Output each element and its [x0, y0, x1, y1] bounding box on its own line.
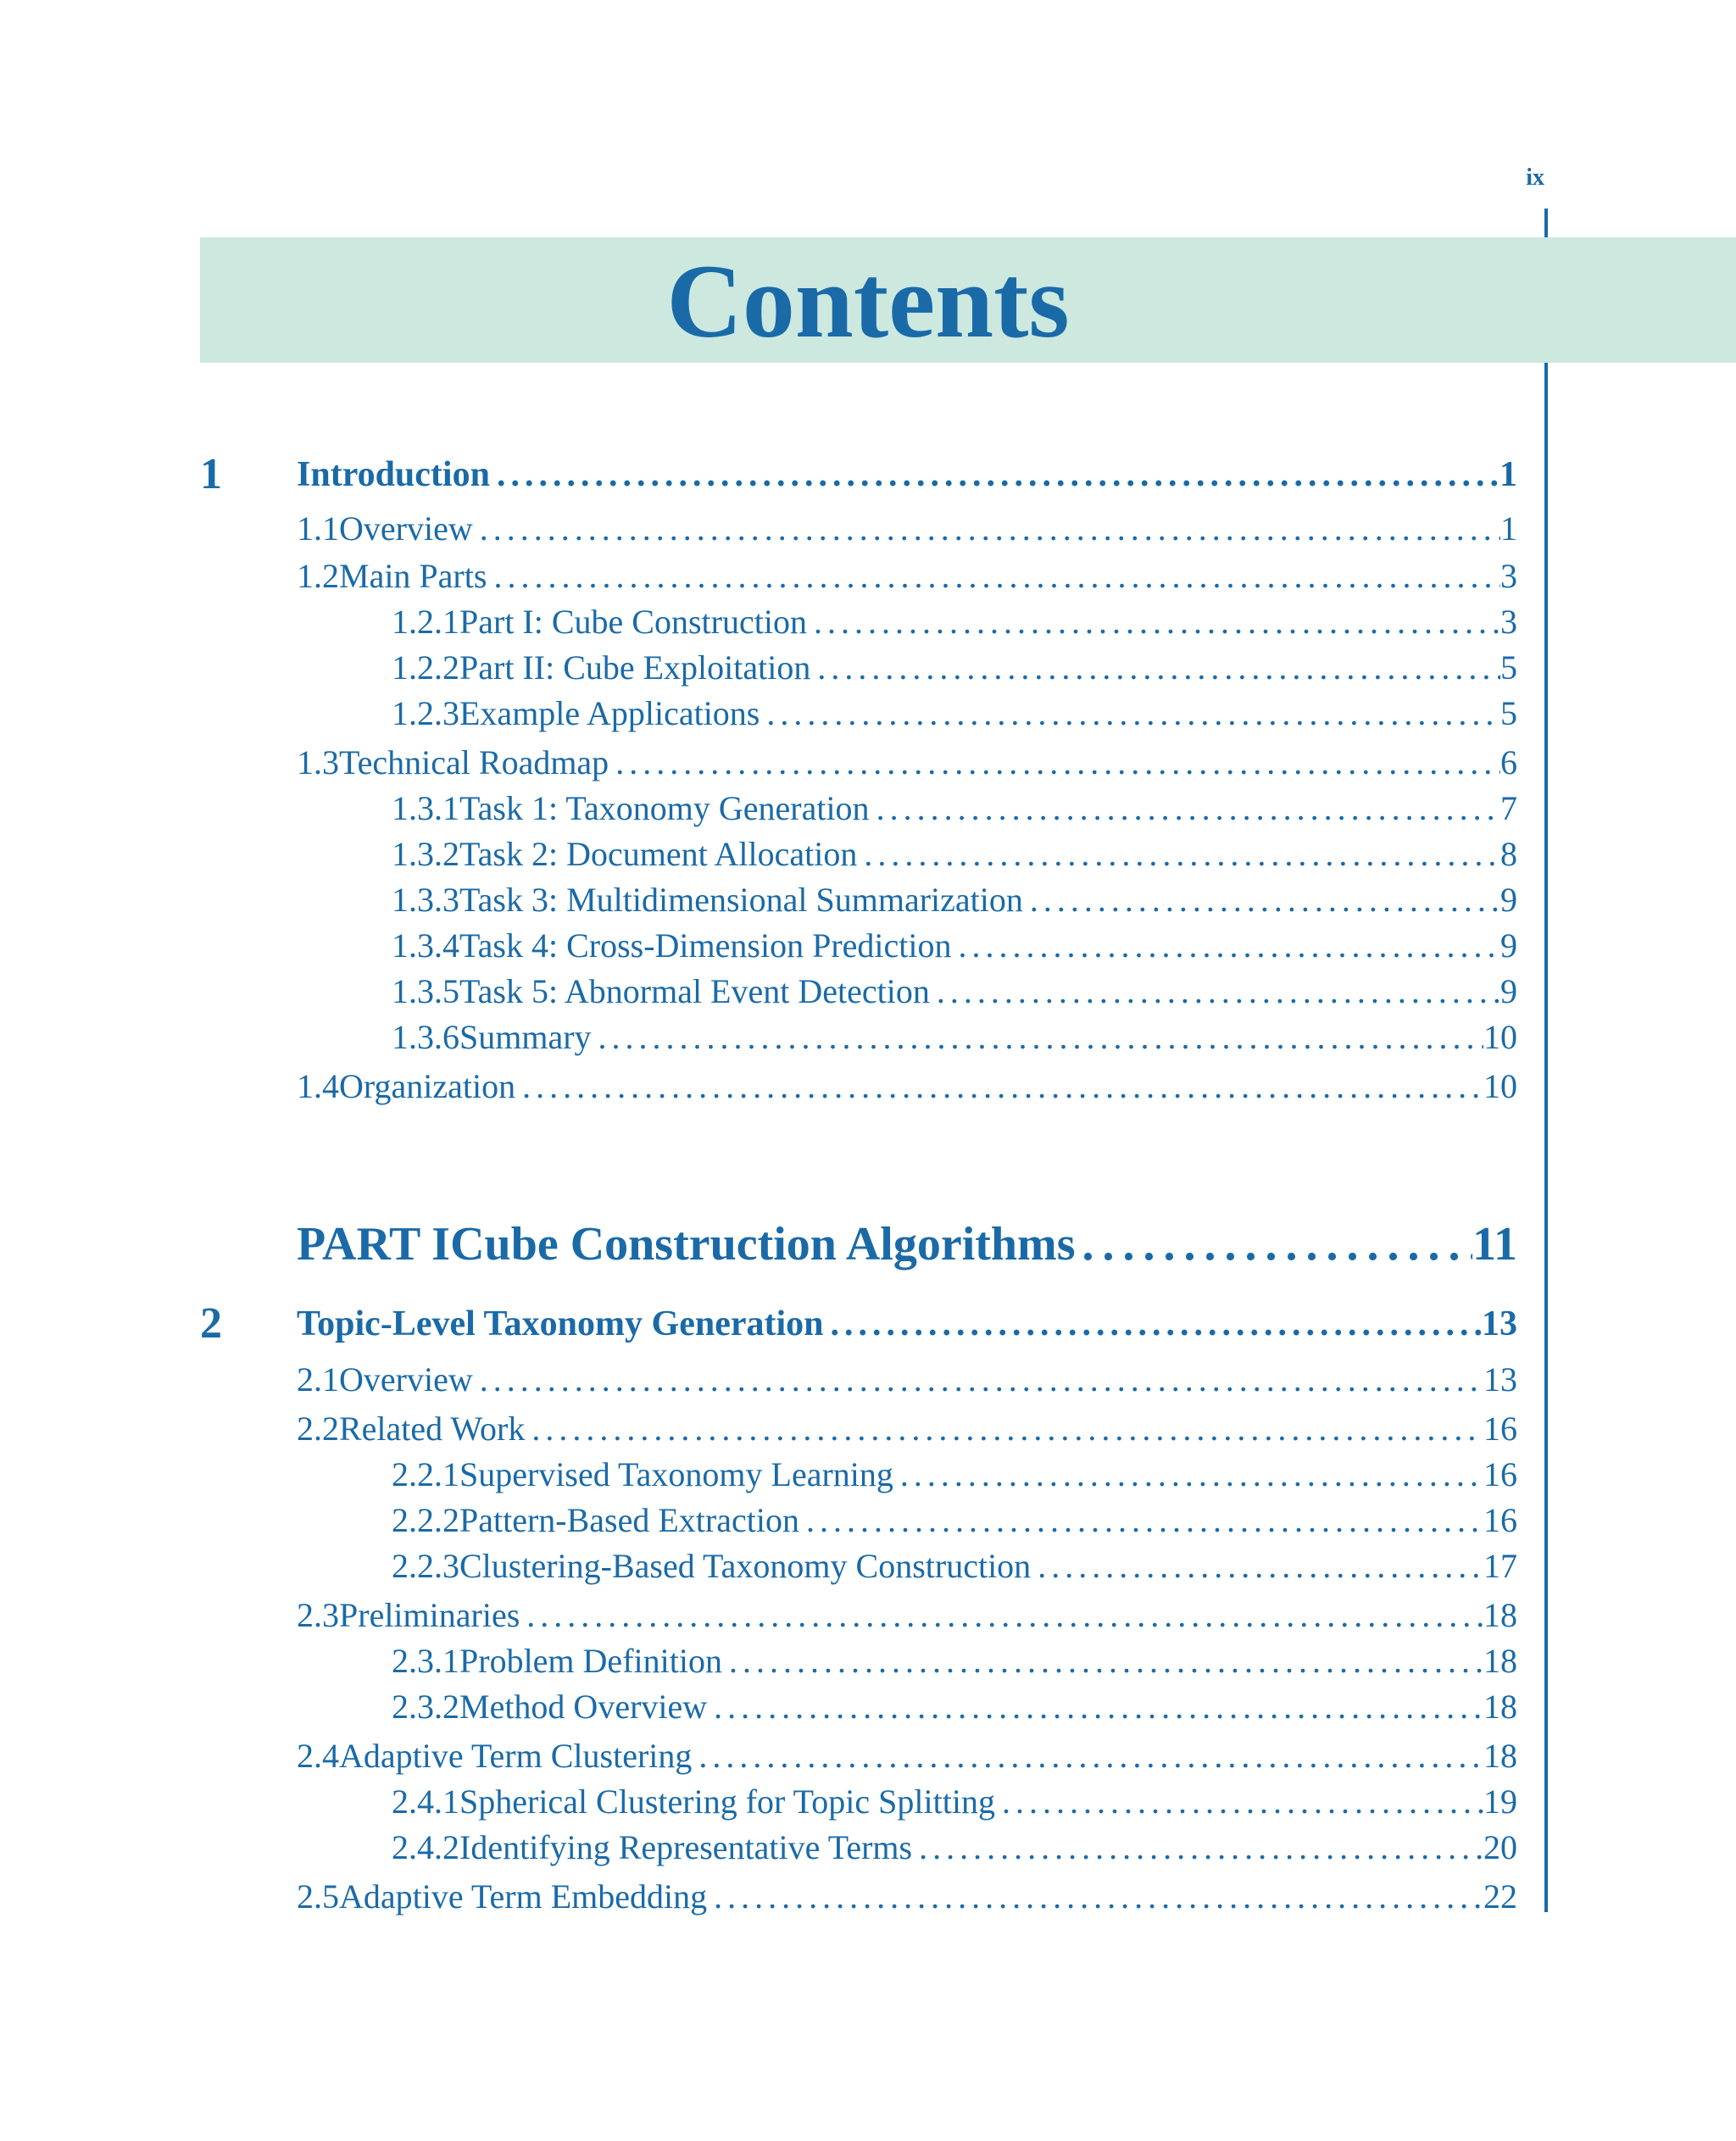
- page-ref: 1: [1500, 455, 1517, 494]
- toc-entry-label: Identifying Representative Terms: [459, 1828, 913, 1866]
- toc-entry-subsection[interactable]: [297, 1782, 1517, 1822]
- page-ref: 18: [1483, 1642, 1517, 1680]
- section-number: 2.2.2: [392, 1501, 459, 1539]
- section-number: 2.2.3: [392, 1547, 459, 1585]
- page-ref: 9: [1500, 881, 1517, 919]
- toc-entry-label: Task 4: Cross-Dimension Prediction: [459, 926, 952, 965]
- page-ref: 16: [1483, 1455, 1517, 1493]
- toc-entry-subsection[interactable]: [297, 1641, 1517, 1682]
- toc-entry-label: Supervised Taxonomy Learning: [459, 1455, 893, 1493]
- page-ref: 18: [1483, 1688, 1517, 1726]
- toc-entry-label: Introduction: [297, 455, 490, 494]
- toc-entry-subsection[interactable]: [297, 926, 1517, 966]
- page-title: Contents: [666, 243, 1070, 359]
- toc-entry-subsection[interactable]: [297, 1827, 1517, 1868]
- dot-leader: [515, 1066, 1483, 1107]
- dot-leader: [760, 693, 1500, 734]
- section-number: 1.3.4: [392, 926, 459, 965]
- section-number: 2.2: [297, 1410, 339, 1448]
- dot-leader: [520, 1595, 1483, 1636]
- toc-entry-label: Cube Construction Algorithms: [450, 1218, 1076, 1271]
- page-ref: 13: [1482, 1304, 1517, 1343]
- dot-leader: [930, 971, 1500, 1012]
- dot-leader: [799, 1500, 1483, 1541]
- toc-entry-label: Adaptive Term Embedding: [339, 1877, 708, 1916]
- section-number: 2.2.1: [392, 1455, 459, 1493]
- page-ref: 22: [1483, 1877, 1517, 1916]
- section-number: 1.3.5: [392, 972, 459, 1010]
- part-number: PART I: [297, 1218, 451, 1271]
- dot-leader: [810, 648, 1500, 688]
- section-number: 2.3.2: [392, 1688, 459, 1726]
- toc-entry-label: Topic-Level Taxonomy Generation: [297, 1304, 824, 1343]
- toc-entry-section[interactable]: [297, 1595, 1517, 1636]
- toc-entry-section[interactable]: [297, 509, 1517, 549]
- toc-entry-label: Clustering-Based Taxonomy Construction: [459, 1547, 1032, 1585]
- toc-entry-label: Technical Roadmap: [339, 743, 609, 781]
- toc-entry-label: Part I: Cube Construction: [459, 603, 807, 641]
- page-ref: 20: [1483, 1828, 1517, 1866]
- section-number: 2.4.1: [392, 1782, 459, 1821]
- toc-entry-part[interactable]: [297, 1217, 1517, 1271]
- toc-entry-section[interactable]: [297, 1360, 1517, 1400]
- dot-leader: [722, 1641, 1483, 1682]
- dot-leader: [707, 1687, 1483, 1727]
- dot-leader: [995, 1782, 1483, 1822]
- toc-entry-label: Task 2: Document Allocation: [459, 835, 858, 873]
- page-ref: 5: [1500, 694, 1517, 732]
- toc-entry-label: Overview: [339, 1360, 473, 1399]
- toc-entry-label: Problem Definition: [459, 1642, 722, 1680]
- section-number: 1.3: [297, 743, 339, 781]
- section-number: 1.4: [297, 1067, 339, 1105]
- dot-leader: [490, 454, 1500, 495]
- toc-entry-subsection[interactable]: [297, 1454, 1517, 1495]
- page-ref: 8: [1500, 835, 1517, 873]
- dot-leader: [857, 834, 1500, 875]
- toc-entry-subsection[interactable]: [297, 648, 1517, 688]
- toc-entry-subsection[interactable]: [297, 834, 1517, 875]
- toc-entry-subsection[interactable]: [297, 971, 1517, 1012]
- toc-entry-subsection[interactable]: [297, 602, 1517, 642]
- page-ref: 10: [1483, 1018, 1517, 1056]
- dot-leader: [525, 1409, 1483, 1449]
- toc-entry-section[interactable]: [297, 1877, 1517, 1917]
- section-number: 1.1: [297, 509, 339, 548]
- toc-entry-label: Task 3: Multidimensional Summarization: [459, 881, 1023, 919]
- toc-entry-subsection[interactable]: [297, 1546, 1517, 1587]
- page-ref: 1: [1500, 509, 1517, 548]
- toc-entry-label: Part II: Cube Exploitation: [459, 648, 811, 687]
- section-number: 2.4.2: [392, 1828, 459, 1866]
- toc-entry-section[interactable]: [297, 742, 1517, 783]
- toc-entry-label: Spherical Clustering for Topic Splitting: [459, 1782, 995, 1821]
- section-number: 1.2.3: [392, 694, 459, 732]
- toc-entry-label: Main Parts: [339, 557, 487, 595]
- section-number: 2.3: [297, 1596, 339, 1634]
- page-ref: 16: [1483, 1410, 1517, 1448]
- page-ref: 6: [1500, 743, 1517, 781]
- toc-entry-subsection[interactable]: [297, 1017, 1517, 1058]
- toc-entry-label: Summary: [459, 1018, 592, 1056]
- toc-entry-label: Related Work: [339, 1410, 526, 1448]
- toc-entry-label: Example Applications: [459, 694, 760, 732]
- dot-leader: [487, 556, 1500, 597]
- toc-entry-label: Organization: [339, 1067, 516, 1105]
- page-ref: 17: [1483, 1547, 1517, 1585]
- dot-leader: [893, 1454, 1483, 1495]
- dot-leader: [1076, 1217, 1473, 1271]
- section-number: 2.4: [297, 1737, 339, 1775]
- section-number: 1.3.6: [392, 1018, 459, 1056]
- dot-leader: [912, 1827, 1483, 1868]
- toc-entry-chapter[interactable]: [297, 454, 1517, 495]
- page-ref: 19: [1483, 1782, 1517, 1821]
- dot-leader: [952, 926, 1501, 966]
- dot-leader: [1031, 1546, 1483, 1587]
- toc-entry-subsection[interactable]: [297, 693, 1517, 734]
- toc-entry-label: Task 1: Taxonomy Generation: [459, 789, 870, 827]
- section-number: 1.2: [297, 557, 339, 595]
- toc-entry-subsection[interactable]: [297, 1687, 1517, 1727]
- page-ref: 18: [1483, 1737, 1517, 1775]
- section-number: 1.3.3: [392, 881, 459, 919]
- toc-entry-section[interactable]: [297, 1409, 1517, 1449]
- toc-entry-label: Pattern-Based Extraction: [459, 1501, 799, 1539]
- toc-entry-section[interactable]: [297, 1066, 1517, 1107]
- page-ref: 16: [1483, 1501, 1517, 1539]
- page-ref: 18: [1483, 1596, 1517, 1634]
- chapter-number: 2: [200, 1299, 222, 1348]
- page-ref: 7: [1500, 789, 1517, 827]
- page-ref: 11: [1472, 1218, 1517, 1271]
- dot-leader: [1023, 880, 1500, 920]
- section-number: 2.1: [297, 1360, 339, 1399]
- section-number: 1.3.1: [392, 789, 459, 827]
- toc-entry-label: Task 5: Abnormal Event Detection: [459, 972, 930, 1010]
- dot-leader: [473, 509, 1500, 549]
- toc-entry-label: Preliminaries: [339, 1596, 520, 1634]
- page-ref: 3: [1500, 603, 1517, 641]
- page-ref: 3: [1500, 557, 1517, 595]
- page-ref: 10: [1483, 1067, 1517, 1105]
- toc-entry-section[interactable]: [297, 556, 1517, 597]
- dot-leader: [807, 602, 1500, 642]
- page-number: ix: [1526, 164, 1544, 191]
- toc-entry-label: Method Overview: [459, 1688, 708, 1726]
- section-number: 2.3.1: [392, 1642, 459, 1680]
- section-number: 1.2.2: [392, 648, 459, 687]
- section-number: 1.2.1: [392, 603, 459, 641]
- page-ref: 5: [1500, 648, 1517, 687]
- dot-leader: [824, 1304, 1483, 1344]
- dot-leader: [707, 1877, 1483, 1917]
- toc-entry-chapter[interactable]: [297, 1304, 1517, 1344]
- toc-entry-label: Overview: [339, 509, 473, 548]
- chapter-number: 1: [200, 450, 222, 498]
- dot-leader: [592, 1017, 1483, 1058]
- toc-entry-section[interactable]: [297, 1736, 1517, 1777]
- page-ref: 9: [1500, 972, 1517, 1010]
- toc-entry-subsection[interactable]: [297, 880, 1517, 920]
- dot-leader: [609, 742, 1500, 783]
- toc-entry-subsection[interactable]: [297, 788, 1517, 829]
- dot-leader: [870, 788, 1500, 829]
- section-number: 2.5: [297, 1877, 339, 1916]
- section-number: 1.3.2: [392, 835, 459, 873]
- toc-entry-subsection[interactable]: [297, 1500, 1517, 1541]
- page-ref: 13: [1483, 1360, 1517, 1399]
- page-ref: 9: [1500, 926, 1517, 965]
- dot-leader: [473, 1360, 1483, 1400]
- dot-leader: [692, 1736, 1483, 1777]
- toc-entry-label: Adaptive Term Clustering: [339, 1737, 693, 1775]
